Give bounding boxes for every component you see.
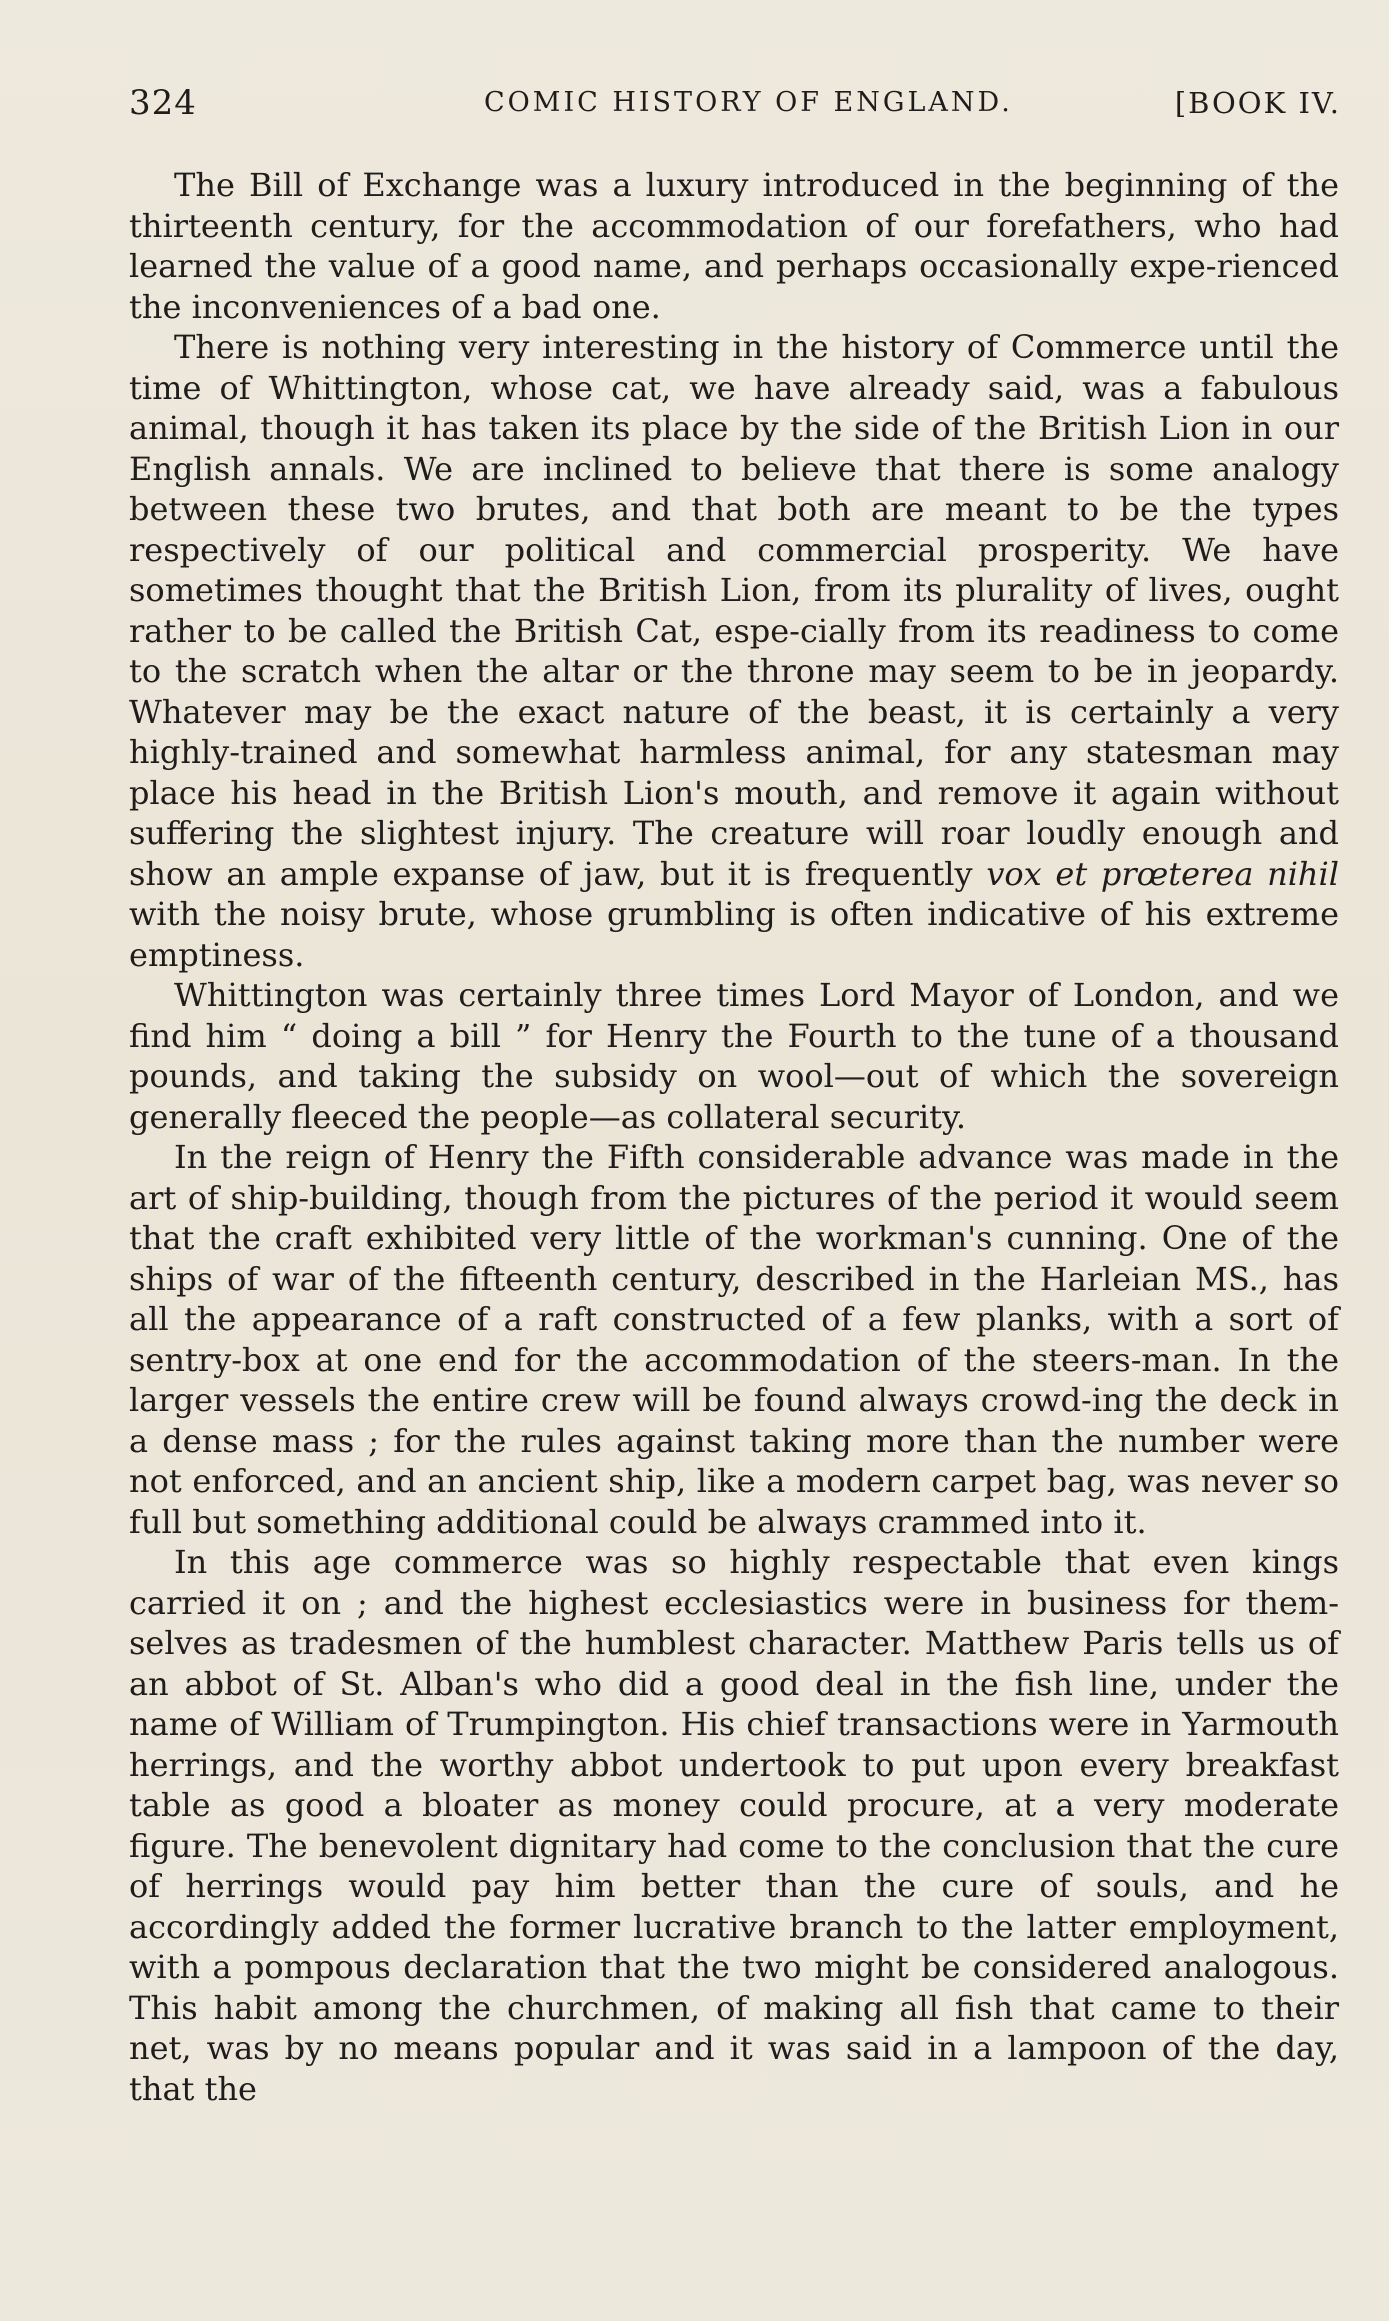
paragraph-whittington: Whittington was certainly three times Lord Mayor of London, and we find him “ doing a bill ” for Henry the Fourth to the tune of a thousand pounds, and taking the subsidy on wool—out of which the sovereign generally fleeced the people—as collateral security. <box>129 976 1339 1136</box>
running-title: COMIC HISTORY OF ENGLAND. <box>484 87 1013 118</box>
paragraph-commerce-kings: In this age commerce was so highly respectable that even kings carried it on ; and the highest ecclesiastics were in business for them-selves as tradesmen of the humblest character. Matthew Paris tells us of an abbot of St. Alban's who did a good deal in the fish line, under the name of William of Trumpington. His chief transactions were in Yarmouth herrings, and the worthy abbot undertook to put upon every breakfast table as good a bloater as money could procure, at a very moderate figure. The benevolent dignitary had come to the conclusion that the cure of herrings would pay him better than the cure of souls, and he accordingly added the former lucrative branch to the latter employment, with a pompous declaration that the two might be considered analogous. This habit among the churchmen, of making all fish that came to their net, was by no means popular and it was said in a lampoon of the day, that the <box>129 1543 1339 2108</box>
book-label: [BOOK IV. <box>1174 86 1341 120</box>
paragraph-british-lion <box>129 327 1339 975</box>
paragraph-british-lion-after: with the noisy brute, whose grumbling is often indicative of his extreme emptiness. <box>129 895 1339 974</box>
paragraph-ship-building: In the reign of Henry the Fifth considerable advance was made in the art of ship-building, though from the pictures of the period it would seem that the craft exhibited very little of the workman's cunning. One of the ships of war of the fifteenth century, described in the Harleian MS., has all the appearance of a raft constructed of a few planks, with a sort of sentry-box at one end for the accommodation of the steers-man. In the larger vessels the entire crew will be found always crowd-ing the deck in a dense mass ; for the rules against taking more than the number were not enforced, and an ancient ship, like a modern carpet bag, was never so full but something additional could be always crammed into it. <box>129 1138 1339 1541</box>
paragraph-british-lion-before: There is nothing very interesting in the history of Commerce until the time of Whittington, whose cat, we have already said, was a fabulous animal, though it has taken its place by the side of the British Lion in our English annals. We are inclined to believe that there is some analogy between these two brutes, and that both are meant to be the types respectively of our political and commercial prosperity. We have sometimes thought that the British Lion, from its plurality of lives, ought rather to be called the British Cat, espe-cially from its readiness to come to the scratch when the altar or the throne may seem to be in jeopardy. Whatever may be the exact nature of the beast, it is certainly a very highly-trained and somewhat harmless animal, for any statesman may place his head in the British Lion's mouth, and remove it again without suffering the slightest injury. The creature will roar loudly enough and show an ample expanse of jaw, but it is frequently <box>129 328 1339 893</box>
body-text <box>129 165 1339 2109</box>
page-number: 324 <box>129 83 197 123</box>
running-head <box>129 81 1341 125</box>
latin-phrase: vox et prœterea nihil <box>986 854 1340 893</box>
paragraph-bill-of-exchange: The Bill of Exchange was a luxury introduced in the beginning of the thirteenth century, for the accommodation of our forefathers, who had learned the value of a good name, and perhaps occasionally expe-rienced the inconveniences of a bad one. <box>129 166 1339 326</box>
